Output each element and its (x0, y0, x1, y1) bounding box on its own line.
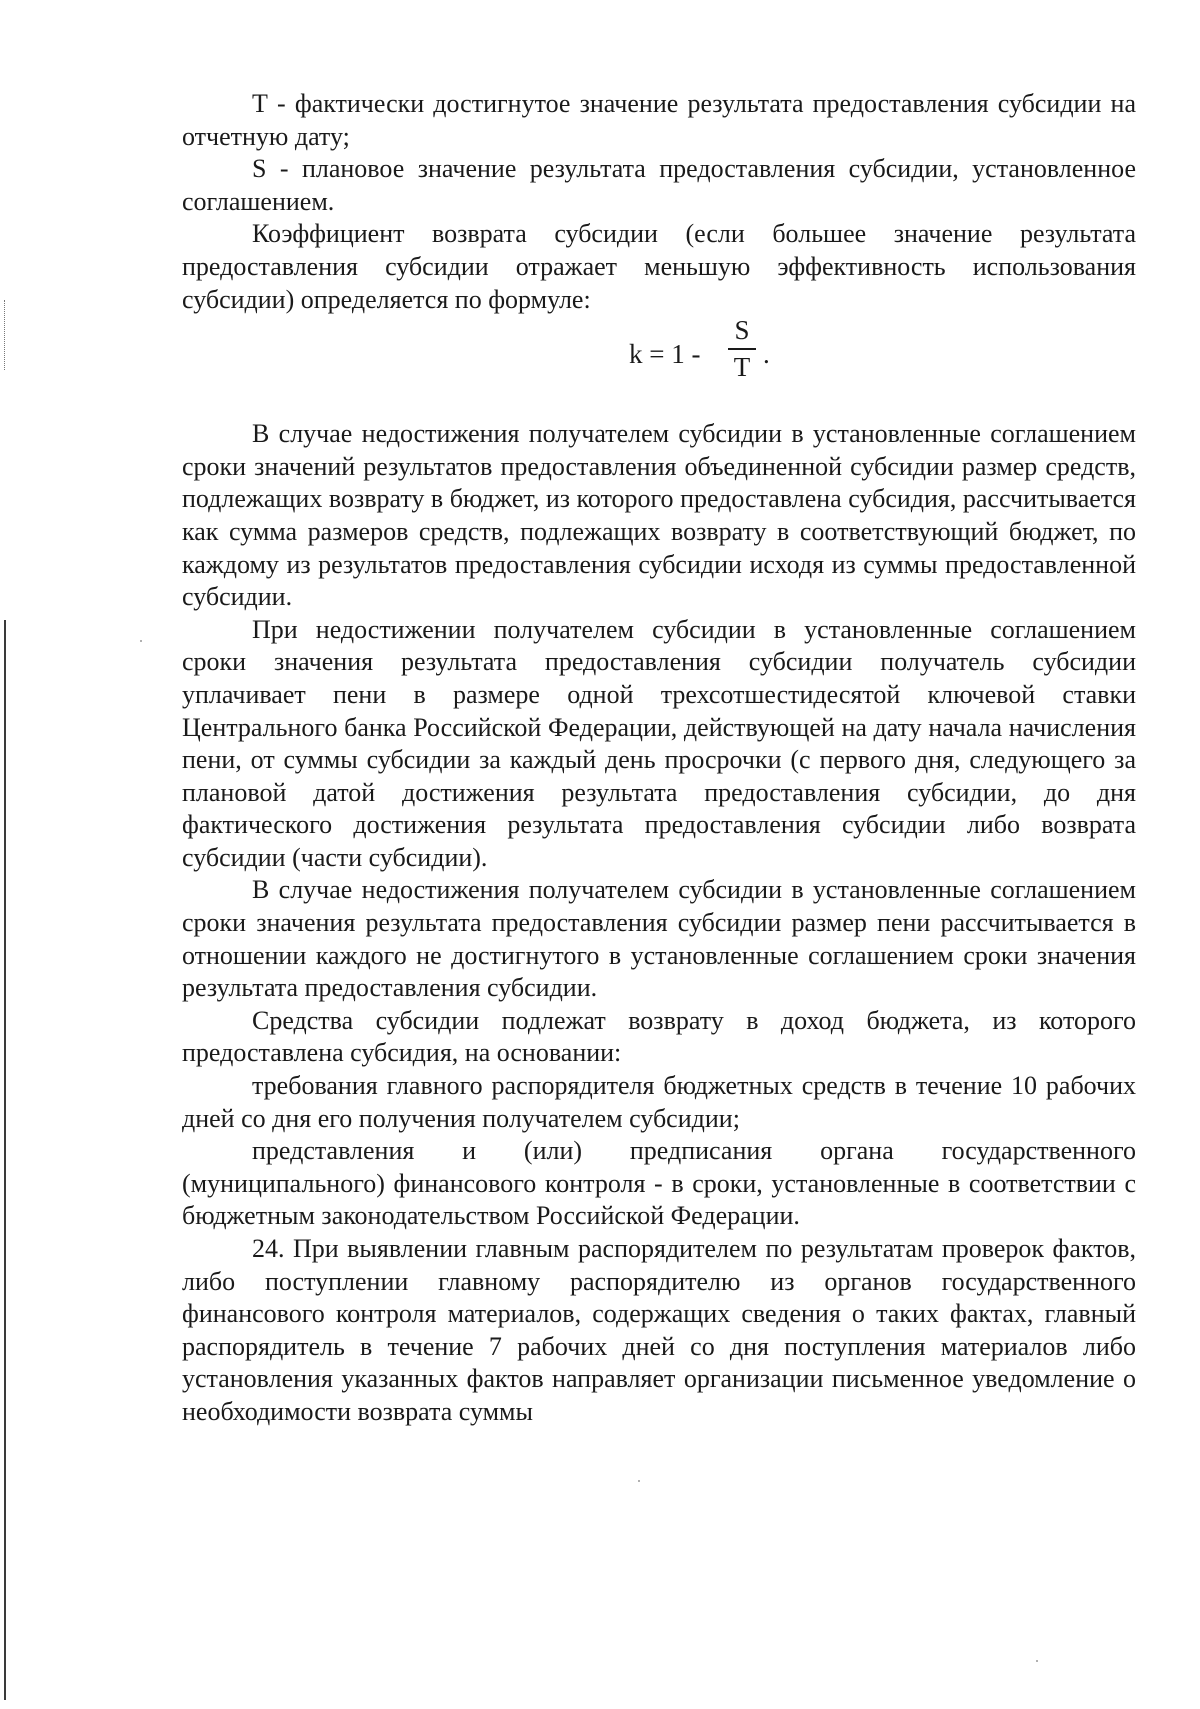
binder-marks (4, 300, 6, 370)
paragraph-return-basis: Средства субсидии подлежат возврату в доход бюджета, из которого предоставлена субсидия, на основании: (182, 1005, 1136, 1068)
formula-numerator: S (734, 315, 750, 346)
paragraph-coefficient-intro: Коэффициент возврата субсидии (если большее значение результата предоставления субсидии отражает меньшую эффективность использования субсидии) определяется по формуле: (182, 219, 1136, 314)
formula-lhs: k = 1 - (629, 339, 701, 370)
paragraph-section-24: 24. При выявлении главным распорядителем по результатам проверок фактов, либо поступлении главному распорядителю из органов государственного финансового контроля материалов, содержащих сведения о таких фактах, главный распорядитель в течение 7 рабочих дней со дня поступления материалов либо установления указанных фактов направляет организации письменное уведомление о необходимости возврата суммы (182, 1234, 1136, 1426)
fraction-bar (728, 348, 756, 350)
paragraph-combined-subsidy: В случае недостижения получателем субсидии в установленные соглашением сроки значений результатов предоставления объединенной субсидии размер средств, подлежащих возврату в бюджет, из которого предоставлена субсидия, рассчитывается как сумма размеров средств, подлежащих возврату в соответствующий бюджет, по каждому из результатов предоставления субсидии исходя из суммы предоставленной субсидии. (182, 419, 1136, 612)
paragraph-t-definition: Т - фактически достигнутое значение результата предоставления субсидии на отчетную дату; (182, 89, 1136, 151)
binder-edge (4, 620, 6, 1700)
paragraph-s-definition: S - плановое значение результата предоставления субсидии, установленное соглашением. (182, 154, 1136, 216)
formula-denominator: T (733, 352, 751, 383)
document-body (182, 88, 1136, 1429)
scan-speck (638, 1480, 640, 1482)
formula-fraction (725, 314, 759, 382)
paragraph-control-order: представления и (или) предписания органа государственного (муниципального) финансового контроля - в сроки, установленные в соответствии с бюджетным законодательством Российской Федерации. (182, 1136, 1136, 1231)
scan-speck (1036, 1660, 1038, 1662)
paragraph-penalty: При недостижении получателем субсидии в установленные соглашением сроки значения результата предоставления субсидии получатель субсидии уплачивает пени в размере одной трехсотшестидесятой ключевой ставки Центрального банка Российской Федерации, действующей на дату начала начисления пени, от суммы субсидии за каждый день просрочки (с первого дня, следующего за плановой датой достижения результата предоставления субсидии, до дня фактического достижения результата предоставления субсидии либо возврата субсидии (части субсидии). (182, 614, 1136, 872)
formula-terminator: . (763, 339, 770, 370)
return-coefficient-formula (182, 316, 1136, 400)
paragraph-penalty-calc: В случае недостижения получателем субсидии в установленные соглашением сроки значения результата предоставления субсидии размер пени рассчитывается в отношении каждого не достигнутого в установленные соглашением сроки значения результата предоставления субсидии. (182, 875, 1136, 1003)
scan-speck (140, 640, 142, 642)
paragraph-requirement: требования главного распорядителя бюджетных средств в течение 10 рабочих дней со дня его получения получателем субсидии; (182, 1071, 1136, 1133)
